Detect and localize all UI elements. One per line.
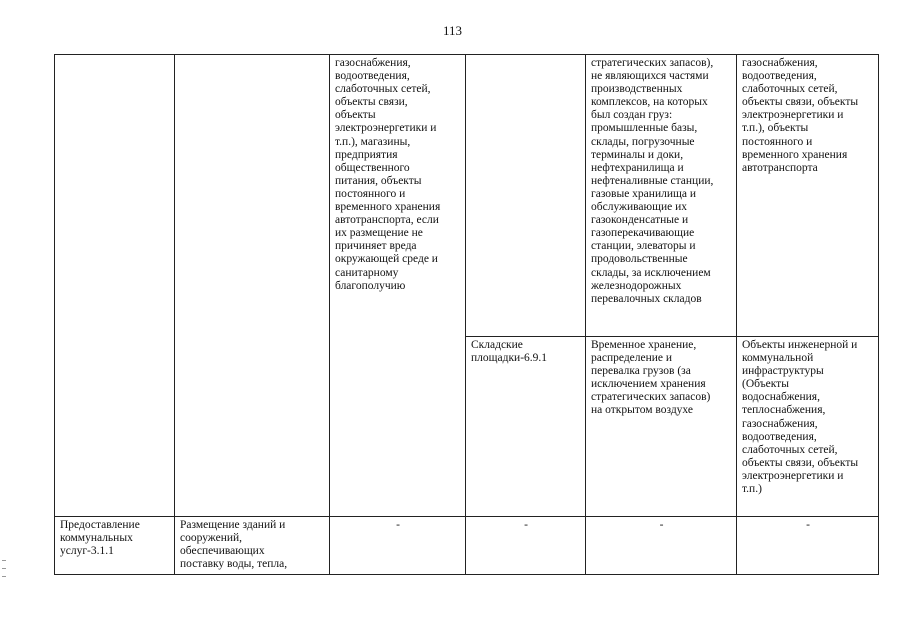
- table-row: [55, 517, 879, 575]
- cell-text: Предоставление коммунальных услуг-3.1.1: [60, 519, 140, 558]
- table-cell-allowed-uses: [330, 517, 466, 575]
- scan-margin-mark: [2, 568, 6, 569]
- table-cell-conditional-allowed-uses: [737, 337, 879, 517]
- table-cell-conditional-description: [586, 55, 737, 337]
- page-number: 113: [442, 23, 463, 38]
- cell-text: -: [806, 519, 810, 531]
- table-cell-kind-description: [175, 517, 330, 575]
- table-cell-conditional-allowed-uses: [737, 517, 879, 575]
- table-cell-conditional-kind: [466, 55, 586, 337]
- cell-text: газоснабжения, водоотведения, слаботочных сетей, объекты связи, объекты электроэнергетики и т.п.), объекты постоянного и временного хранения автотранспорта: [742, 57, 859, 174]
- table-cell-kind-name: [55, 55, 175, 517]
- table-cell-allowed-uses: [330, 55, 466, 517]
- table-cell-conditional-allowed-uses: [737, 55, 879, 337]
- cell-text: -: [396, 519, 400, 531]
- cell-text: стратегических запасов), не являющихся частями производственных комплексов, на которых был создан груз: промышленные базы, склады, погрузочные терминалы и доки, нефтехранилища и нефтеналивные станции, газовые хранилища и обслуживающие их газоконденсатные и газоперекачивающие станции, элеваторы и продовольственные склады, за исключением железнодорожных перевалочных складов: [591, 57, 714, 305]
- table-cell-conditional-kind: [466, 517, 586, 575]
- cell-text: Объекты инженерной и коммунальной инфраструктуры (Объекты водоснабжения, теплоснабжения, газоснабжения, водоотведения, слаботочных сетей, объекты связи, объекты электроэнергетики и т.п.): [742, 339, 859, 496]
- scan-margin-mark: [2, 576, 6, 577]
- table-cell-conditional-description: [586, 337, 737, 517]
- cell-text: Складские площадки-6.9.1: [471, 339, 548, 365]
- land-use-table: [54, 54, 879, 575]
- table-cell-kind-description: [175, 55, 330, 517]
- scan-margin-mark: [2, 560, 6, 561]
- cell-text: -: [524, 519, 528, 531]
- cell-text: газоснабжения, водоотведения, слаботочных сетей, объекты связи, объекты электроэнергетики и т.п.), магазины, предприятия общественного питания, объекты постоянного и временного хранения автотранспорта, если их размещение не причиняет вреда окружающей среде и санитарному благополучию: [335, 57, 441, 292]
- cell-text: -: [659, 519, 664, 531]
- table-row: [55, 55, 879, 337]
- table-cell-conditional-kind: [466, 337, 586, 517]
- table-cell-conditional-description: [586, 517, 737, 575]
- cell-text: Размещение зданий и сооружений, обеспечивающих поставку воды, тепла,: [180, 519, 288, 571]
- cell-text: Временное хранение, распределение и перевалка грузов (за исключением хранения стратегических запасов) на открытом воздухе: [591, 339, 711, 417]
- table-cell-kind-name: [55, 517, 175, 575]
